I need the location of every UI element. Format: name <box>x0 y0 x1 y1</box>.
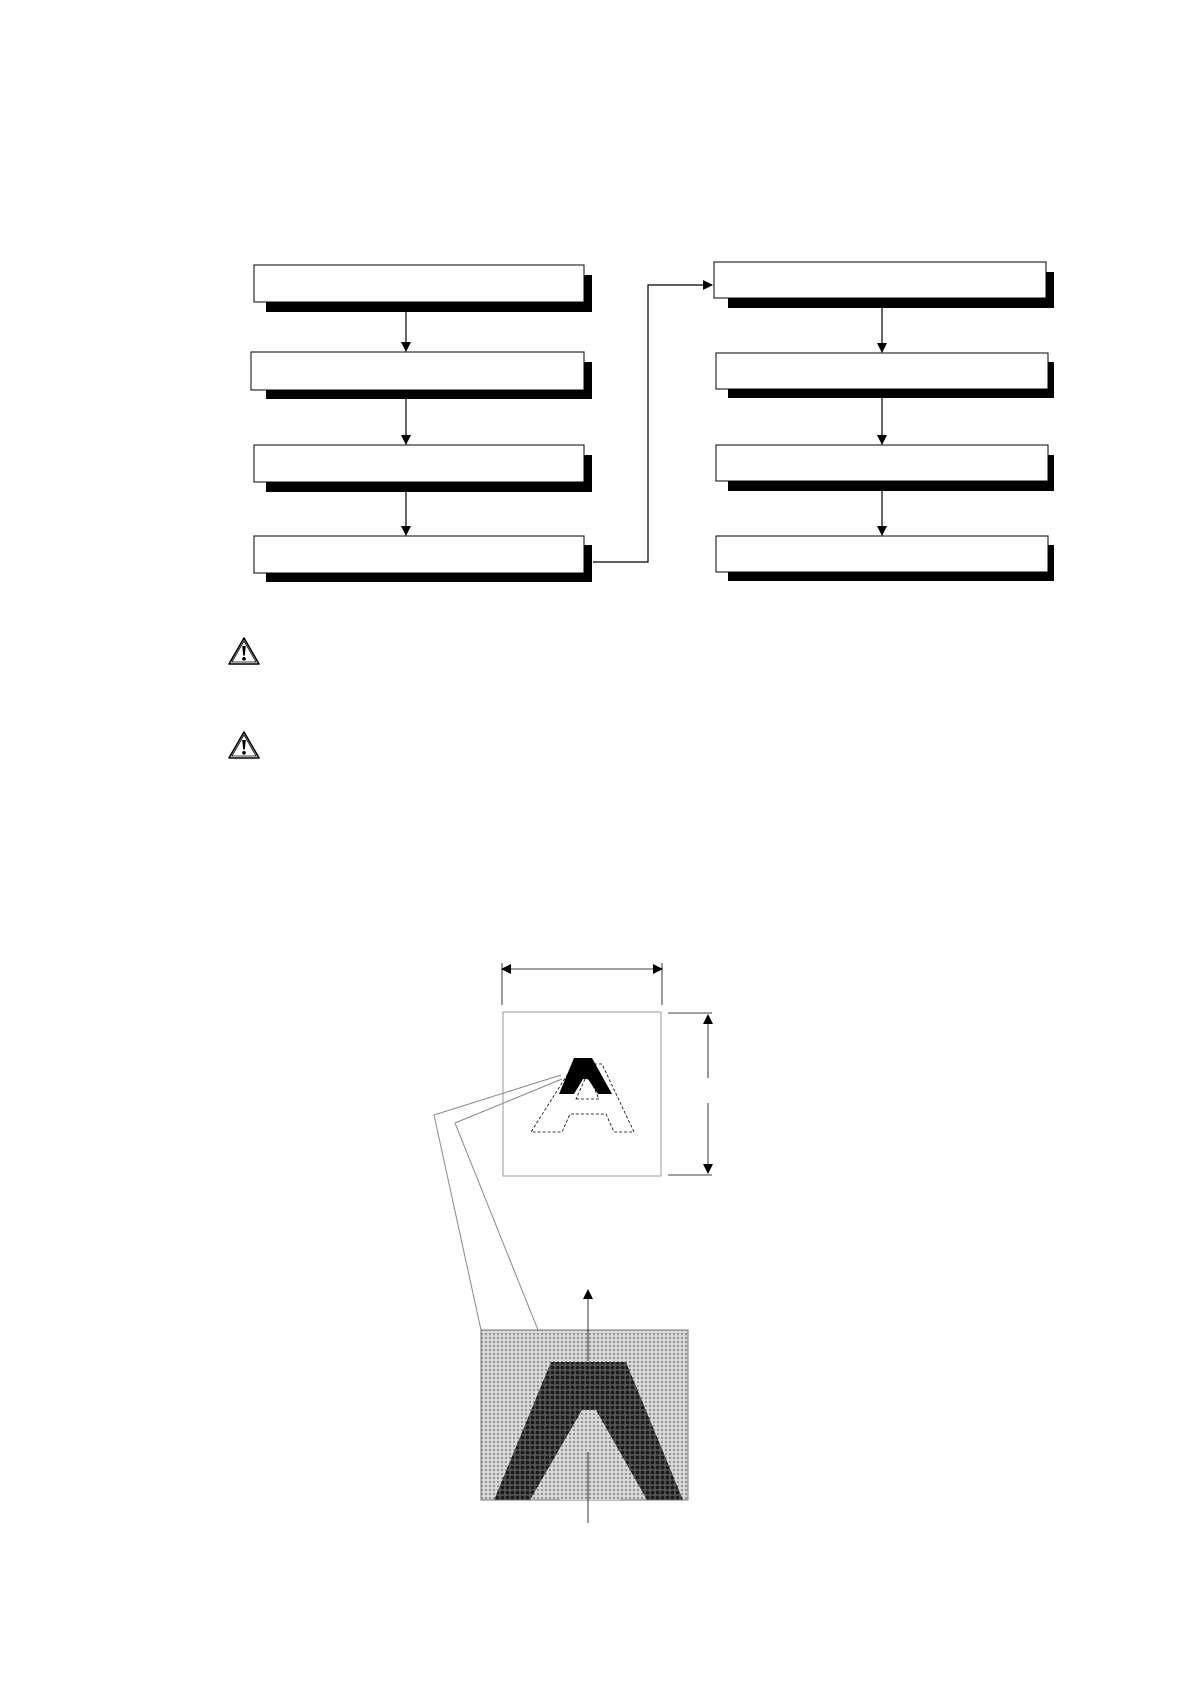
flow-step-left-1 <box>254 265 592 312</box>
flow-step-right-4 <box>716 536 1054 581</box>
flow-step-left-3 <box>254 445 592 492</box>
flow-step-right-1 <box>714 262 1054 308</box>
warning-triangle-icon <box>229 638 259 664</box>
flow-step-left-4 <box>254 536 592 582</box>
warning-triangle-icon <box>229 732 259 758</box>
character-cell-figure <box>434 963 712 1330</box>
flowchart-left-column <box>251 265 592 582</box>
flowchart-right-column <box>714 262 1054 581</box>
magnified-dot-view <box>481 1290 688 1523</box>
flow-step-right-2 <box>716 353 1054 398</box>
flow-connector-arrow <box>593 285 712 562</box>
flow-step-right-3 <box>716 445 1054 491</box>
flow-step-left-2 <box>251 352 592 399</box>
